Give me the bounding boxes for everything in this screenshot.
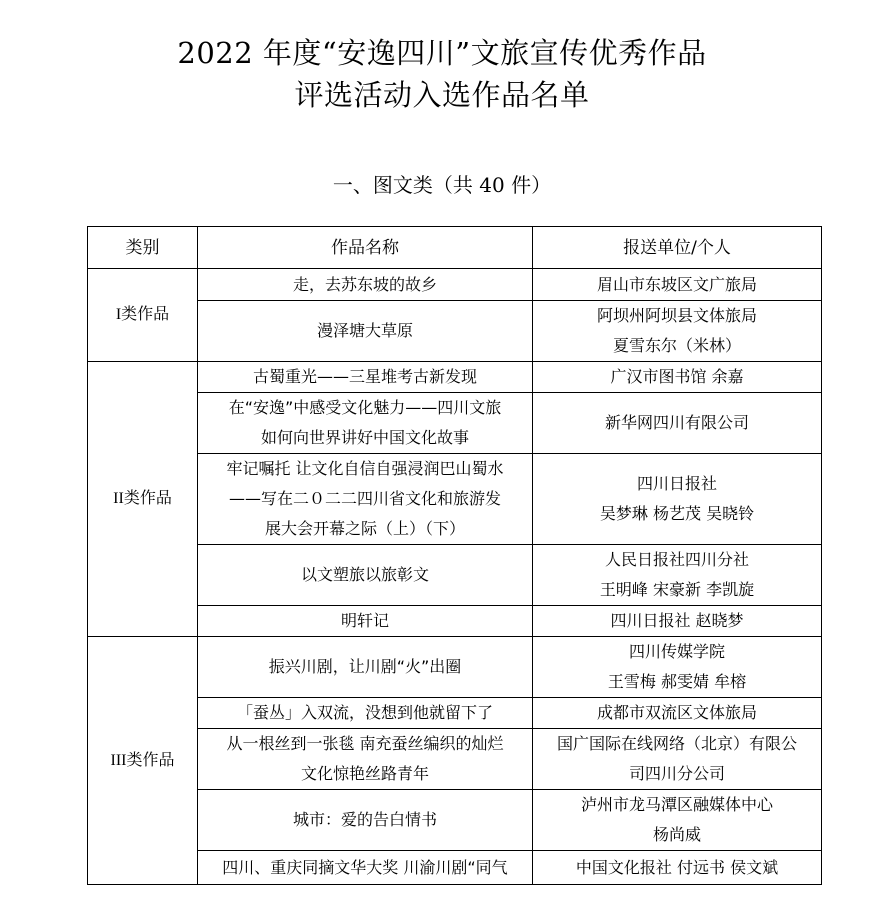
table-row [88, 790, 822, 851]
work-title-cell: 走，去苏东坡的故乡 [198, 269, 533, 301]
header-category: 类别 [88, 227, 198, 269]
header-submitter: 报送单位/个人 [533, 227, 822, 269]
header-work-title: 作品名称 [198, 227, 533, 269]
submitter-cell: 四川日报社 吴梦琳 杨艺茂 吴晓铃 [533, 454, 822, 545]
work-title-cell: 古蜀重光——三星堆考古新发现 [198, 362, 533, 393]
submitter-cell: 成都市双流区文体旅局 [533, 698, 822, 729]
submitter-cell: 广汉市图书馆 余嘉 [533, 362, 822, 393]
table-row [88, 545, 822, 606]
table-row [88, 362, 822, 393]
works-table [87, 226, 822, 885]
submitter-cell: 眉山市东坡区文广旅局 [533, 269, 822, 301]
work-title-cell: 在“安逸”中感受文化魅力——四川文旅 如何向世界讲好中国文化故事 [198, 393, 533, 454]
document-title-line1: 2022 年度“安逸四川”文旅宣传优秀作品 [177, 36, 707, 70]
section-heading: 一、图文类（共 40 件） [332, 173, 552, 197]
table-row [88, 301, 822, 362]
table-header-row [88, 227, 822, 269]
work-title-cell: 四川、重庆同摘文华大奖 川渝川剧“同气 [198, 851, 533, 885]
work-title-cell: 从一根丝到一张毯 南充蚕丝编织的灿烂 文化惊艳丝路青年 [198, 729, 533, 790]
work-title-cell: 牢记嘱托 让文化自信自强浸润巴山蜀水 ——写在二０二二四川省文化和旅游发 展大会开幕之际（上）（下） [198, 454, 533, 545]
table-row [88, 698, 822, 729]
table-row [88, 637, 822, 698]
table-row [88, 729, 822, 790]
category-cell: II类作品 [88, 362, 198, 637]
work-title-cell: 城市：爱的告白情书 [198, 790, 533, 851]
work-title-cell: 「蚕丛」入双流，没想到他就留下了 [198, 698, 533, 729]
table-row [88, 454, 822, 545]
work-title-cell: 振兴川剧，让川剧“火”出圈 [198, 637, 533, 698]
category-cell: III类作品 [88, 637, 198, 885]
submitter-cell: 国广国际在线网络（北京）有限公 司四川分公司 [533, 729, 822, 790]
submitter-cell: 新华网四川有限公司 [533, 393, 822, 454]
table-row [88, 393, 822, 454]
work-title-cell: 漫泽塘大草原 [198, 301, 533, 362]
table-row [88, 269, 822, 301]
submitter-cell: 泸州市龙马潭区融媒体中心 杨尚威 [533, 790, 822, 851]
submitter-cell: 人民日报社四川分社 王明峰 宋豪新 李凯旋 [533, 545, 822, 606]
work-title-cell: 明轩记 [198, 606, 533, 637]
submitter-cell: 中国文化报社 付远书 侯文斌 [533, 851, 822, 885]
table-row [88, 606, 822, 637]
submitter-cell: 四川传媒学院 王雪梅 郝雯婧 牟榕 [533, 637, 822, 698]
work-title-cell: 以文塑旅以旅彰文 [198, 545, 533, 606]
document-title-line2: 评选活动入选作品名单 [294, 78, 590, 112]
submitter-cell: 四川日报社 赵晓梦 [533, 606, 822, 637]
category-cell: I类作品 [88, 269, 198, 362]
submitter-cell: 阿坝州阿坝县文体旅局 夏雪东尔（米林） [533, 301, 822, 362]
table-row [88, 851, 822, 885]
